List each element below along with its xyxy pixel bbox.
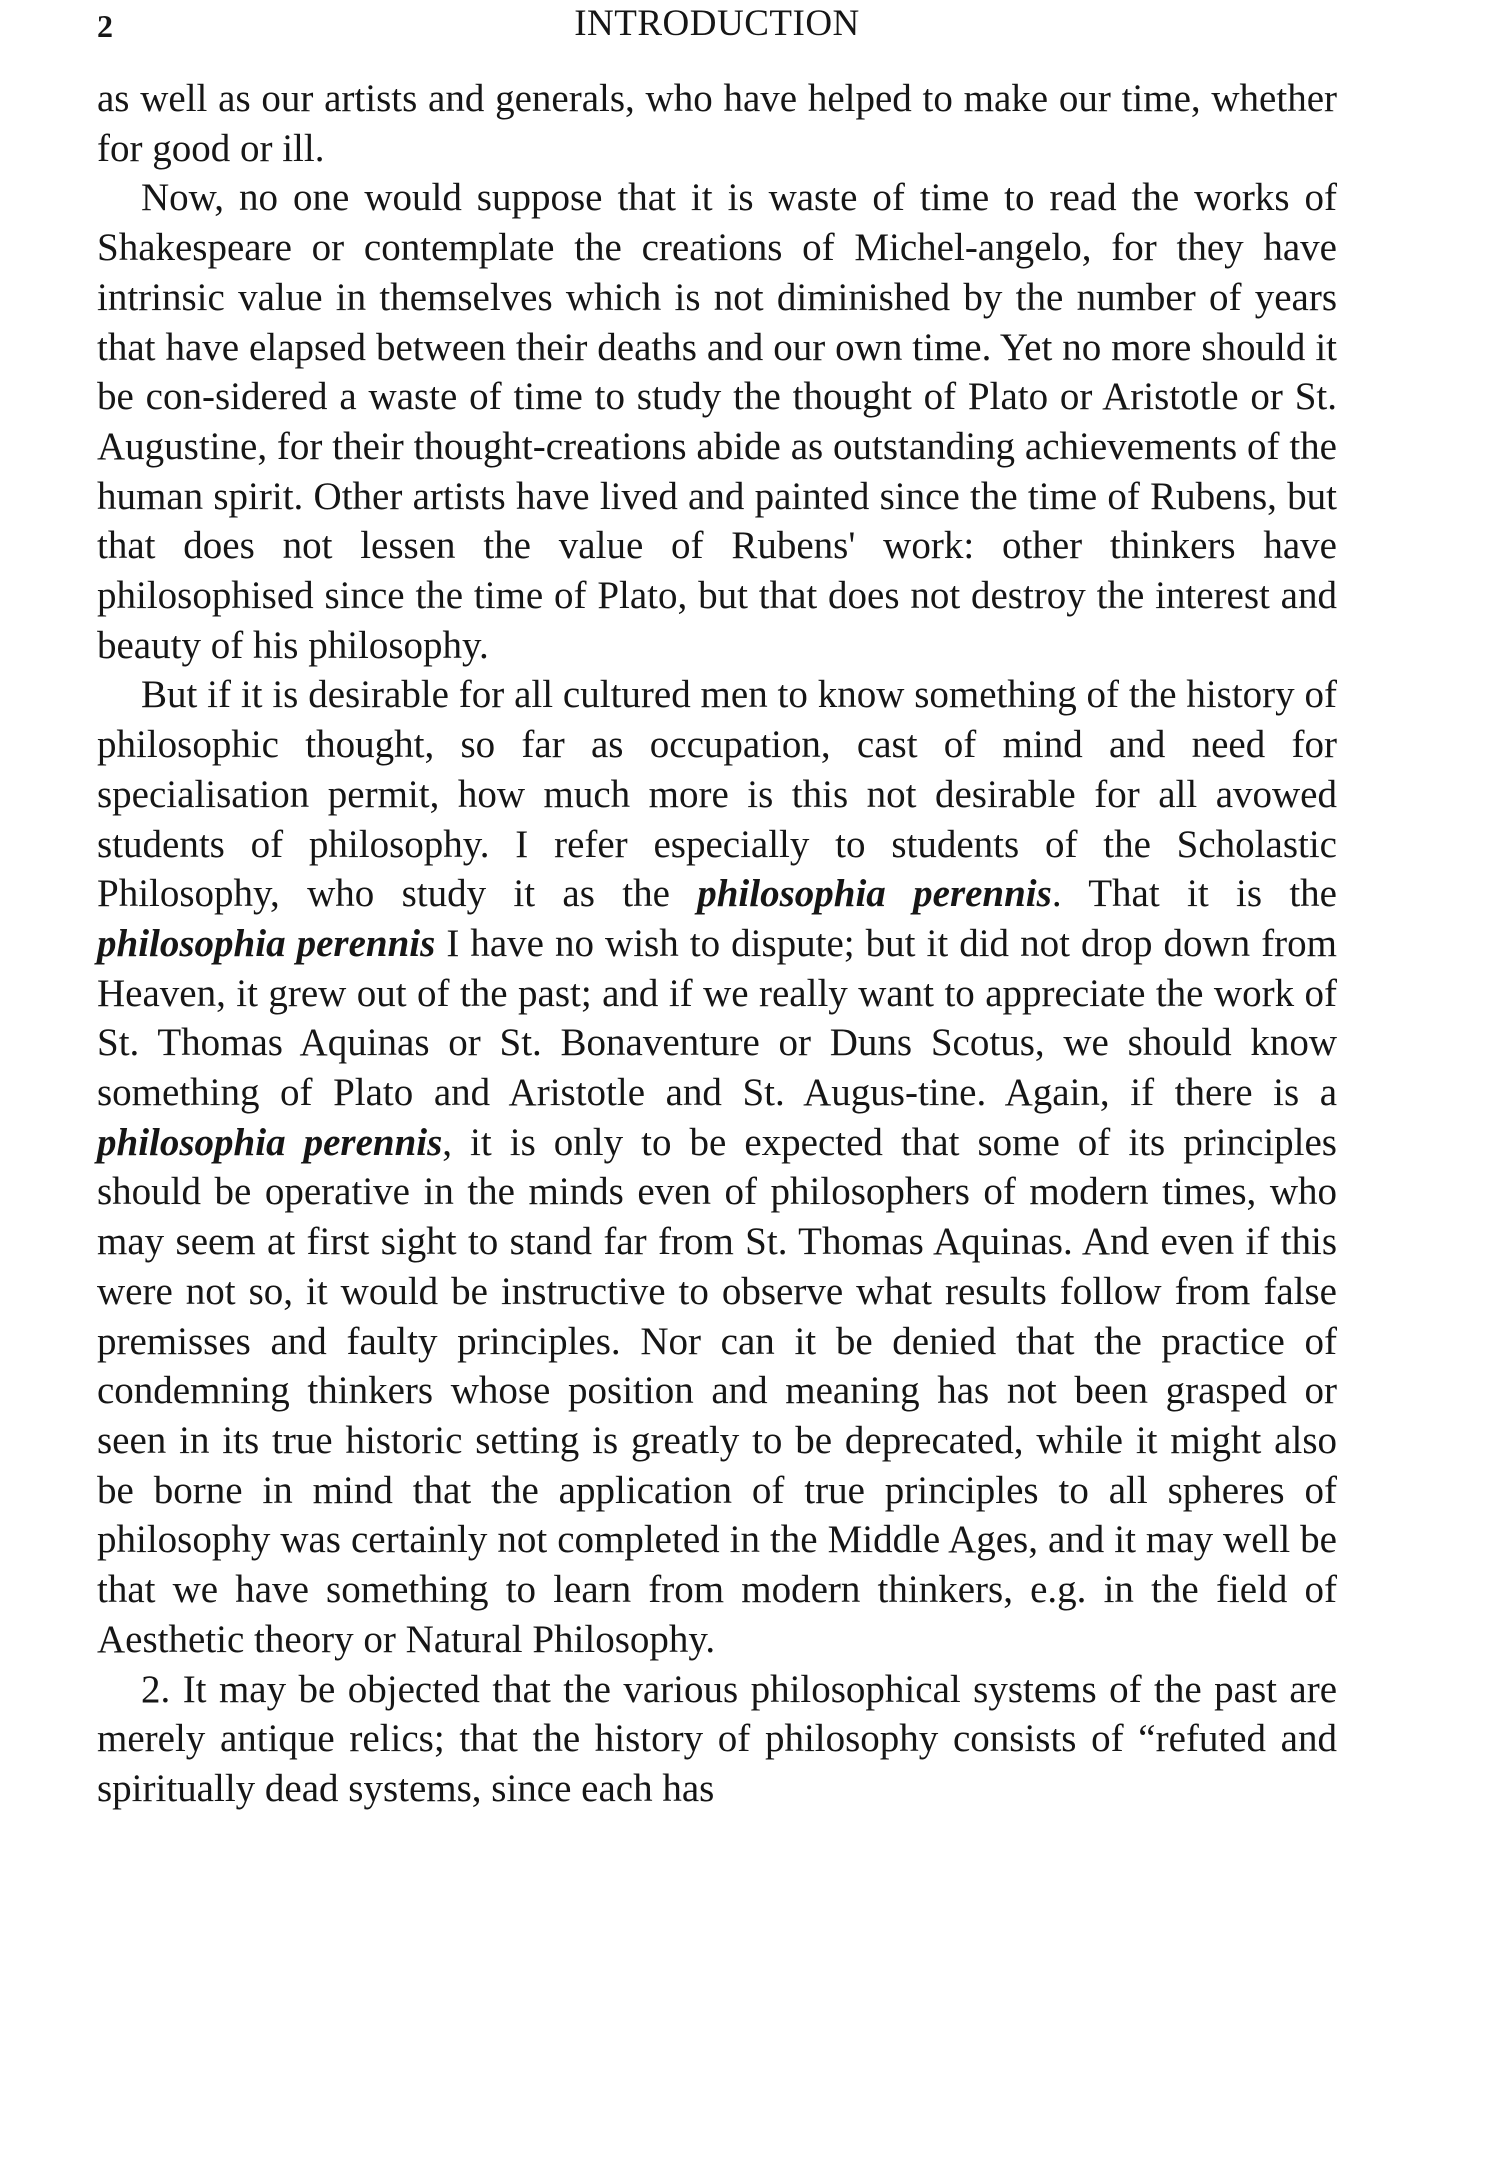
text-segment: But if it is desirable for all cultured men to know something of the history of philosophic thought, so far as occupation, cast of mind and need for specialisation permit, how much more is this not desirable for all avowed students of philosophy. I refer especially to students of the Scholastic Philosophy, who study it as the (97, 673, 1337, 916)
text-segment: . That it is the (1051, 872, 1337, 916)
running-head (97, 0, 1337, 48)
page-number: 2 (97, 8, 113, 44)
paragraph-scholastic (97, 670, 1337, 1664)
book-page (97, 0, 1337, 1814)
paragraph-objection: 2. It may be objected that the various philosophical systems of the past are merely antique relics; that the history of philosophy consists of “refuted and spiritually dead systems, since each has (97, 1667, 1337, 1810)
text-segment: , it is only to be expected that some of its principles should be operative in the minds even of philosophers of modern times, who may seem at first sight to stand far from St. Thomas Aquinas. And even if this were not so, it would be instructive to observe what results follow from false premisses and faulty principles. Nor can it be denied that the practice of condemning thinkers whose position and meaning has not been grasped or seen in its true historic setting is greatly to be deprecated, while it might also be borne in mind that the application of true principles to all spheres of philosophy was certainly not completed in the Middle Ages, and it may well be that we have something to learn from modern thinkers, e.g. in the field of Aesthetic theory or Natural Philosophy. (97, 1120, 1337, 1661)
body-text (97, 74, 1337, 1814)
header-title: INTRODUCTION (574, 3, 860, 44)
italic-term: philosophia perennis (97, 1120, 443, 1164)
italic-term: philosophia perennis (97, 921, 436, 965)
italic-term: philosophia perennis (697, 872, 1052, 916)
paragraph-continuation: as well as our artists and generals, who have helped to make our time, whether for good or ill. (97, 77, 1337, 170)
text-segment: I have no wish to dispute; but it did not drop down from Heaven, it grew out of the past; and if we really want to appreciate the work of St. Thomas Aquinas or St. Bonaventure or Duns Scotus, we should know something of Plato and Aristotle and St. Augus-tine. Again, if there is a (97, 921, 1337, 1115)
paragraph-shakespeare: Now, no one would suppose that it is waste of time to read the works of Shakespeare or contemplate the creations of Michel-angelo, for they have intrinsic value in themselves which is not diminished by the number of years that have elapsed between their deaths and our own time. Yet no more should it be con-sidered a waste of time to study the thought of Plato or Aristotle or St. Augustine, for their thought-creations abide as outstanding achievements of the human spirit. Other artists have lived and painted since the time of Rubens, but that does not lessen the value of Rubens' work: other thinkers have philosophised since the time of Plato, but that does not destroy the interest and beauty of his philosophy. (97, 176, 1337, 667)
